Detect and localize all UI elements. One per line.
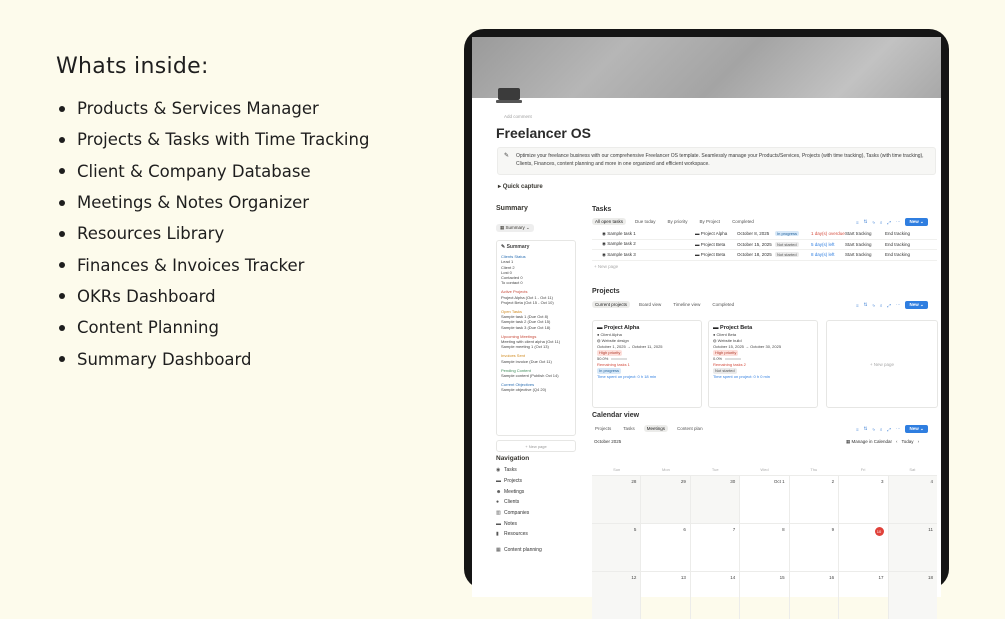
calendar-day-number: 5 xyxy=(633,527,637,532)
tasks-view-tab[interactable]: All open tasks xyxy=(592,218,626,225)
calendar-day-number: Oct 1 xyxy=(773,479,785,484)
summary-new-page-button[interactable]: + New page xyxy=(496,440,576,452)
calendar-day-number: 12 xyxy=(631,575,637,580)
summary-card[interactable] xyxy=(496,240,576,436)
calendar-day-cell[interactable] xyxy=(789,524,838,571)
search-icon[interactable]: ⌕ xyxy=(879,219,883,225)
more-icon[interactable]: ⋯ xyxy=(895,426,901,431)
calendar-day-cell[interactable] xyxy=(690,476,739,523)
more-icon[interactable]: ⋯ xyxy=(895,302,901,307)
task-project xyxy=(695,252,737,257)
remaining-tasks: Remaining tasks 2 xyxy=(713,362,746,367)
project-dates: October 15, 2025 → October 30, 2025 xyxy=(713,344,782,349)
summary-group-title[interactable]: Open Tasks xyxy=(501,309,523,315)
remaining-tasks: Remaining tasks 1 xyxy=(597,362,630,367)
calendar-day-number: 8 xyxy=(782,527,785,532)
summary-tab[interactable]: ▦ Summary ⌄ xyxy=(496,224,534,232)
status-badge: Not started xyxy=(715,368,735,373)
summary-column xyxy=(496,205,576,452)
summary-tab-label: Summary xyxy=(505,225,525,230)
project-type-text: Website build xyxy=(717,338,742,343)
task-row[interactable] xyxy=(592,229,937,240)
nav-item-label: Clients xyxy=(504,499,520,506)
nav-item-label: Content planning xyxy=(504,547,542,554)
today-marker: 10 xyxy=(875,527,884,536)
folder-icon: ▬ xyxy=(695,252,701,258)
calendar-day-cell[interactable] xyxy=(838,572,887,619)
bullet-icon xyxy=(59,356,65,362)
project-title-text: Project Beta xyxy=(720,325,753,331)
feature-label: Finances & Invoices Tracker xyxy=(77,255,305,275)
note-icon: ✎ xyxy=(504,153,510,159)
task-due: 5 day(s) left xyxy=(811,241,835,247)
today-button[interactable]: Today xyxy=(901,439,914,444)
summary-line: Lost 0 xyxy=(501,269,512,275)
progress-bar xyxy=(611,358,627,360)
nav-item-clients[interactable] xyxy=(496,497,576,508)
end-tracking-button[interactable]: End tracking xyxy=(885,231,911,237)
calendar-day-cell[interactable] xyxy=(592,476,640,523)
projects-view-tab[interactable]: Board view xyxy=(639,302,662,307)
summary-line: Contacted 0 xyxy=(501,275,523,281)
feature-label: Resources Library xyxy=(77,224,225,244)
nav-item-resources[interactable] xyxy=(496,529,576,540)
project-card[interactable] xyxy=(592,320,702,408)
projects-view-tab[interactable]: Current projects xyxy=(592,301,630,308)
project-type-text: Website design xyxy=(601,338,629,343)
feature-item xyxy=(56,312,436,343)
sort-icon[interactable]: ⇅ xyxy=(863,219,868,224)
filter-icon[interactable]: ≡ xyxy=(856,302,859,308)
bullet-icon xyxy=(59,262,65,268)
projects-new-label: New xyxy=(909,302,919,307)
summary-group xyxy=(501,353,571,363)
end-tracking-button[interactable]: End tracking xyxy=(885,241,911,247)
summary-group-title[interactable]: Pending Content xyxy=(501,367,531,373)
summary-line: Client 2 xyxy=(501,264,515,270)
start-tracking-button[interactable]: Start tracking xyxy=(845,241,872,247)
time-spent: Time spent on project: 0 h 0 min xyxy=(713,374,770,379)
end-tracking-button[interactable]: End tracking xyxy=(885,252,911,258)
calendar-day-number: 13 xyxy=(680,575,686,580)
feature-label: Projects & Tasks with Time Tracking xyxy=(77,130,370,150)
task-due: 1 day(s) overdue xyxy=(811,231,845,237)
laptop-icon[interactable] xyxy=(498,88,520,103)
task-project-text: Project Beta xyxy=(700,241,726,247)
summary-line: Project Alpha (Oct 1 - Oct 11) xyxy=(501,294,553,300)
summary-group xyxy=(501,309,571,330)
nav-item-label: Projects xyxy=(504,478,523,485)
summary-line: Sample meeting 1 (Oct 13) xyxy=(501,344,549,350)
calendar-new-button[interactable]: New ⌄ xyxy=(905,425,927,433)
calendar-day-number: 6 xyxy=(683,527,686,532)
tasks-view-tab[interactable]: Due today xyxy=(635,219,656,224)
nav-item-label: Tasks xyxy=(504,467,517,474)
projects-views xyxy=(592,301,737,308)
notion-screen xyxy=(472,37,941,597)
priority-badge: High priority xyxy=(715,350,737,355)
folder-icon: ▬ xyxy=(496,520,501,527)
task-name[interactable] xyxy=(592,231,695,237)
prev-month-icon[interactable]: ‹ xyxy=(896,439,898,444)
building-icon: ▥ xyxy=(496,510,501,517)
projects-view-tab[interactable]: Completed xyxy=(712,302,735,307)
calendar-day-cell[interactable] xyxy=(789,572,838,619)
calendar-day-cell[interactable] xyxy=(640,524,689,571)
weekday-label: Mon xyxy=(662,467,670,472)
summary-group-title[interactable]: Active Projects xyxy=(501,289,528,295)
calendar-day-cell[interactable] xyxy=(888,524,937,571)
nav-item-content-planning[interactable] xyxy=(496,545,576,556)
calendar-day-number: 18 xyxy=(927,575,933,580)
project-card[interactable] xyxy=(708,320,818,408)
page-title: Freelancer OS xyxy=(496,125,591,141)
nav-item-tasks[interactable] xyxy=(496,465,576,476)
calendar-day-number: 7 xyxy=(732,527,736,532)
summary-line: Sample invoice (Due Oct 11) xyxy=(501,358,552,364)
tasks-view-tab[interactable]: Completed xyxy=(732,219,754,224)
calendar-controls xyxy=(846,439,919,445)
nav-item-label: Notes xyxy=(504,520,518,527)
calendar-day-cell[interactable] xyxy=(838,476,887,523)
calendar-new-label: New xyxy=(909,426,919,431)
weekday-label: Fri xyxy=(860,467,866,472)
search-icon[interactable]: ⌕ xyxy=(879,426,883,432)
expand-icon[interactable]: ⤢ xyxy=(887,426,891,432)
calendar-day-number: 11 xyxy=(928,527,933,532)
check-circle-icon: ◉ xyxy=(602,251,608,257)
calendar-day-number: 17 xyxy=(878,575,884,580)
filter-icon[interactable]: ≡ xyxy=(856,219,859,225)
summary-group xyxy=(501,289,571,305)
calendar-day-cell[interactable] xyxy=(789,476,838,523)
folder-icon: ▬ xyxy=(713,325,721,331)
nav-item-label: Resources xyxy=(504,531,528,538)
intro-callout xyxy=(497,147,936,175)
calendar-day-cell[interactable] xyxy=(888,572,937,619)
summary-heading: Summary xyxy=(496,205,528,212)
calendar-view-tab[interactable]: Tasks xyxy=(623,426,635,431)
projects-new-button[interactable]: New ⌄ xyxy=(905,301,927,309)
feature-label: Content Planning xyxy=(77,318,219,338)
calendar-day-number: 4 xyxy=(930,479,933,484)
project-dates: October 1, 2025 → October 11, 2025 xyxy=(597,344,663,349)
calendar-day-cell[interactable] xyxy=(690,524,739,571)
summary-line: Sample content (Publish Oct 14) xyxy=(501,373,559,379)
calendar-heading: Calendar view xyxy=(592,412,640,419)
tasks-view-tab[interactable]: By priority xyxy=(667,219,688,224)
person-icon: ● xyxy=(597,332,601,337)
tasks-view-tab[interactable]: By Project xyxy=(699,219,721,224)
task-due: 8 day(s) left xyxy=(811,252,835,258)
summary-group xyxy=(501,368,571,378)
project-title xyxy=(713,325,813,331)
calendar-day-number: 15 xyxy=(779,575,785,580)
tasks-views xyxy=(592,218,757,225)
summary-line: To contact 0 xyxy=(501,280,523,286)
calendar-day-cell[interactable] xyxy=(592,524,640,571)
lightning-icon[interactable]: ϟ xyxy=(872,426,875,432)
people-icon: ☻ xyxy=(496,488,502,495)
calendar-day-number: 16 xyxy=(829,575,835,580)
weekday-label: Sun xyxy=(613,467,621,472)
globe-icon: ◍ xyxy=(597,338,602,343)
folder-icon: ▬ xyxy=(695,231,701,237)
bullet-icon xyxy=(59,200,65,206)
summary-group xyxy=(501,334,571,350)
task-project xyxy=(695,231,737,236)
calendar-day-number: 3 xyxy=(881,479,884,484)
project-title-text: Project Alpha xyxy=(604,325,640,331)
task-date: October 8, 2025 xyxy=(737,231,770,237)
weekday-label: Thu xyxy=(810,467,818,472)
start-tracking-button[interactable]: Start tracking xyxy=(845,231,872,237)
bullet-icon xyxy=(59,168,65,174)
project-client-text: Client Beta xyxy=(716,332,737,337)
feature-label: OKRs Dashboard xyxy=(77,286,216,306)
summary-line: Sample task 1 (Due Oct 8) xyxy=(501,314,549,320)
lightning-icon[interactable]: ϟ xyxy=(872,219,875,225)
feature-label: Meetings & Notes Organizer xyxy=(77,193,310,213)
summary-line: Meeting with client alpha (Oct 11) xyxy=(501,339,561,345)
summary-line: Sample task 3 (Due Oct 18) xyxy=(501,324,551,330)
start-tracking-button[interactable]: Start tracking xyxy=(845,252,872,258)
calendar-day-cell[interactable] xyxy=(690,572,739,619)
project-title xyxy=(597,325,697,331)
nav-item-label: Companies xyxy=(504,510,530,517)
summary-group-title[interactable]: Invoices Sent xyxy=(501,353,526,359)
folder-icon: ▬ xyxy=(695,241,701,247)
folder-icon: ▬ xyxy=(597,325,605,331)
manage-calendar-button[interactable]: ▦ Manage in Calendar xyxy=(846,439,893,444)
progress-bar xyxy=(725,358,741,360)
grid-icon: ▦ xyxy=(496,547,501,554)
status-badge: Not started xyxy=(777,252,797,258)
priority-badge: High priority xyxy=(599,350,621,355)
summary-line: Project Beta (Oct 15 - Oct 10) xyxy=(501,299,554,305)
feature-item xyxy=(56,218,436,249)
bullet-icon xyxy=(59,293,65,299)
feature-item xyxy=(56,281,436,312)
navigation-section xyxy=(496,455,576,556)
feature-item xyxy=(56,156,436,187)
tasks-toolbar xyxy=(856,218,928,226)
calendar-month: October 2025 xyxy=(594,439,622,444)
summary-card-title: ✎ Summary xyxy=(501,244,530,250)
callout-text: Optimize your freelance business with our comprehensive Freelancer OS template. Seamlessly manage your Products/Services, Projects (with time tracking), Tasks (with time tracking), Clients, Finances, content planning and more in one organized and efficient workspace. xyxy=(516,153,924,167)
filter-icon[interactable]: ≡ xyxy=(856,426,859,432)
check-circle-icon: ◉ xyxy=(496,467,501,474)
calendar-grid xyxy=(592,467,937,619)
tasks-new-page-button[interactable]: + New page xyxy=(594,264,619,269)
feature-item xyxy=(56,343,436,374)
tasks-heading: Tasks xyxy=(592,206,612,213)
bullet-icon xyxy=(59,231,65,237)
nav-item-companies[interactable] xyxy=(496,508,576,519)
quick-capture-label: Quick capture xyxy=(502,184,543,190)
weekday-label: Sat xyxy=(909,467,916,472)
project-client-text: Client Alpha xyxy=(600,332,622,337)
calendar-day-cell[interactable] xyxy=(888,476,937,523)
calendar-day-number: 14 xyxy=(730,575,736,580)
expand-icon[interactable]: ⤢ xyxy=(887,219,891,225)
manage-calendar-label: Manage in Calendar xyxy=(851,439,893,444)
bullet-icon xyxy=(59,325,65,331)
calendar-week-row xyxy=(592,475,937,523)
calendar-week-row xyxy=(592,571,937,619)
feature-item xyxy=(56,249,436,280)
feature-item xyxy=(56,124,436,155)
folder-icon: ▬ xyxy=(496,478,501,485)
task-name-text: Sample task 2 xyxy=(607,241,636,247)
bullet-icon xyxy=(59,137,65,143)
globe-icon: ◍ xyxy=(713,338,718,343)
summary-group-title[interactable]: Clients Status xyxy=(501,254,526,260)
progress-text: 0.0% xyxy=(713,356,723,361)
add-comment-link[interactable]: Add comment xyxy=(504,114,532,119)
calendar-day-cell[interactable] xyxy=(640,572,689,619)
summary-group xyxy=(501,254,571,285)
calendar-day-number: 9 xyxy=(831,527,835,532)
features-heading: Whats inside: xyxy=(56,54,209,79)
tasks-new-button[interactable]: New ⌄ xyxy=(905,218,927,226)
sort-icon[interactable]: ⇅ xyxy=(863,302,868,307)
task-status xyxy=(775,231,811,236)
nav-item-label: Meetings xyxy=(504,488,525,495)
task-date: October 15, 2025 xyxy=(737,241,772,247)
sort-icon[interactable]: ⇅ xyxy=(863,426,868,431)
projects-heading: Projects xyxy=(592,288,620,295)
next-month-icon[interactable]: › xyxy=(917,439,920,444)
feature-item xyxy=(56,187,436,218)
check-circle-icon: ◉ xyxy=(602,230,608,236)
calendar-view-tab[interactable]: Projects xyxy=(595,426,612,431)
calendar-day-number: 30 xyxy=(730,479,736,484)
task-project-text: Project Alpha xyxy=(700,231,728,237)
status-badge: Not started xyxy=(777,241,797,247)
feature-label: Products & Services Manager xyxy=(77,99,319,119)
page-cover xyxy=(472,37,941,98)
search-icon[interactable]: ⌕ xyxy=(879,302,883,308)
task-row[interactable] xyxy=(592,240,937,251)
projects-new-page-card[interactable]: + New page xyxy=(826,320,938,408)
navigation-heading: Navigation xyxy=(496,455,530,462)
calendar-day-number: 28 xyxy=(631,479,637,484)
bullet-icon xyxy=(59,106,65,112)
expand-icon[interactable]: ⤢ xyxy=(887,302,891,308)
task-name[interactable] xyxy=(592,241,695,247)
weekday-label: Wed xyxy=(760,467,769,472)
summary-card-title-text: Summary xyxy=(506,244,530,250)
status-badge: In progress xyxy=(599,368,620,373)
nav-item-projects[interactable] xyxy=(496,476,576,487)
summary-line: Sample objective (Q4 20) xyxy=(501,387,547,393)
projects-toolbar xyxy=(856,301,928,309)
task-project-text: Project Beta xyxy=(700,252,726,258)
calendar-views xyxy=(592,425,706,432)
calendar-day-cell[interactable] xyxy=(640,476,689,523)
calendar-day-cell[interactable] xyxy=(592,572,640,619)
task-project xyxy=(695,242,737,247)
task-name-text: Sample task 3 xyxy=(607,251,636,257)
feature-label: Summary Dashboard xyxy=(77,349,252,369)
task-name[interactable] xyxy=(592,252,695,258)
feature-item xyxy=(56,93,436,124)
calendar-day-number: 2 xyxy=(831,479,835,484)
feature-list xyxy=(56,93,436,375)
time-spent: Time spent on project: 0 h 18 min xyxy=(597,374,657,379)
person-icon: ● xyxy=(496,499,500,506)
person-icon: ● xyxy=(713,332,717,337)
more-icon[interactable]: ⋯ xyxy=(895,219,901,224)
projects-view-tab[interactable]: Timeline view xyxy=(673,302,701,307)
status-badge: In progress xyxy=(777,231,798,237)
lightning-icon[interactable]: ϟ xyxy=(872,302,875,308)
calendar-day-number: 29 xyxy=(680,479,686,484)
tasks-new-label: New xyxy=(909,219,919,224)
calendar-day-cell[interactable] xyxy=(739,524,788,571)
calendar-day-cell[interactable] xyxy=(739,572,788,619)
summary-group xyxy=(501,382,571,392)
quick-capture-toggle[interactable]: ▸ Quick capture xyxy=(498,184,543,190)
calendar-day-cell[interactable] xyxy=(838,524,887,571)
calendar-toolbar xyxy=(856,425,928,433)
progress-text: 50.0% xyxy=(597,356,609,361)
bookmark-icon: ▮ xyxy=(496,531,499,538)
feature-label: Client & Company Database xyxy=(77,161,311,181)
task-status xyxy=(775,252,811,257)
nav-item-notes[interactable] xyxy=(496,518,576,529)
tablet-frame xyxy=(464,29,949,589)
calendar-week-row xyxy=(592,523,937,571)
weekday-label: Tue xyxy=(711,467,719,472)
task-row[interactable] xyxy=(592,250,937,261)
calendar-day-cell[interactable] xyxy=(739,476,788,523)
task-name-text: Sample task 1 xyxy=(607,230,636,236)
nav-item-meetings[interactable] xyxy=(496,486,576,497)
calendar-view-tab[interactable]: Content plan xyxy=(677,426,703,431)
summary-group-title[interactable]: Current Objectives xyxy=(501,382,535,388)
task-status xyxy=(775,242,811,247)
summary-line: Sample task 2 (Due Oct 15) xyxy=(501,319,551,325)
task-date: October 18, 2025 xyxy=(737,252,772,258)
calendar-view-tab[interactable]: Meetings xyxy=(644,425,668,432)
check-circle-icon: ◉ xyxy=(602,241,608,247)
feature-list-panel xyxy=(56,54,436,375)
summary-line: Lead 1 xyxy=(501,259,514,265)
summary-group-title[interactable]: Upcoming Meetings xyxy=(501,333,537,339)
